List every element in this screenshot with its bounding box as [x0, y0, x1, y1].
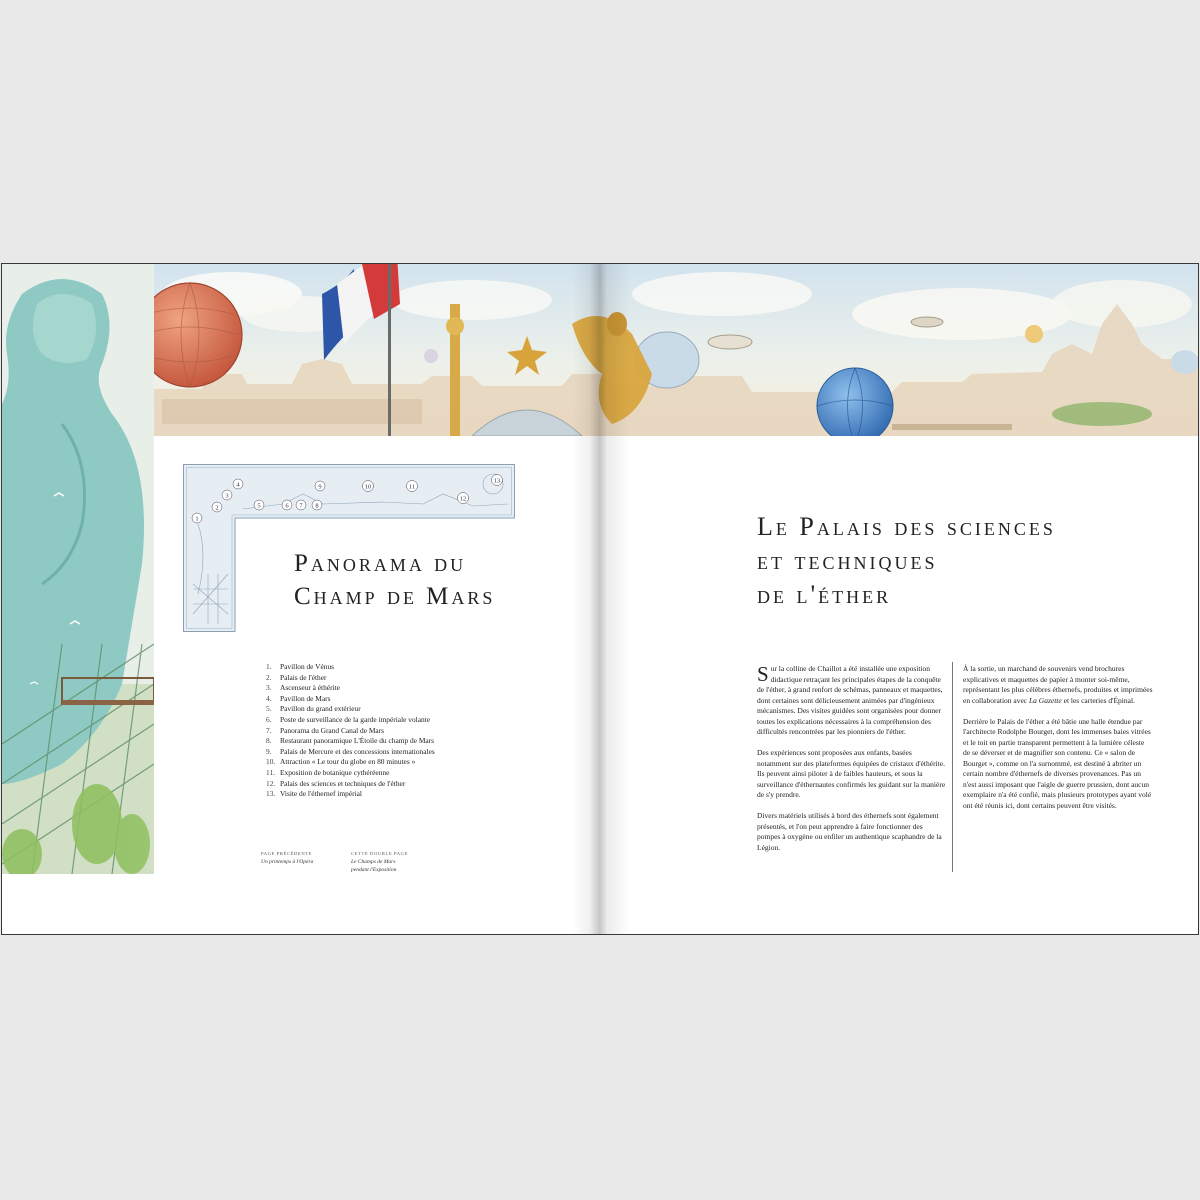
key-map-number: 10 [364, 483, 372, 491]
legend-number: 6. [266, 714, 272, 724]
legend-number: 12. [266, 778, 276, 788]
current-spread-title-line: pendant l'Exposition [351, 867, 397, 873]
legend-number: 1. [266, 662, 272, 671]
legend-label: Ascenseur à éthérite [280, 683, 340, 693]
paragraph: Derrière le Palais de l'éther a été bâtie une halle étendue par l'architecte Rodolphe Bourget, dont les immenses baies vitrées et le toit en partie transparent permettent à la lumière céleste de se déverser et de magnifier son contenu. Ce « salon de Bourget », comme on l'a surnommé, est destiné à abriter un certain nombre d'éthernefs de diverses provenances. Pas un n'est aussi imposant que l'aigle de guerre prussien, dont aucun exemplaire n'a été confié, mais plusieurs prototypes ayant volé ont été réunis ici, dont certains peuvent être visités. [963, 716, 1152, 810]
key-map-number: 11 [408, 483, 416, 491]
legend-label: Attraction « Le tour du globe en 80 minutes » [280, 757, 416, 767]
legend-label: Poste de surveillance de la garde impériale volante [280, 714, 431, 724]
legend-item [266, 779, 516, 790]
previous-page-title: Un printemps à l'Opéra [261, 859, 314, 865]
paragraph-text: ur la colline de Chaillot a été installée une exposition didactique retraçant les principales étapes de la conquête de l'éther, à grand renfort de schémas, panneaux et maquettes, dont certaines sont délicieusement animées par d'ingénieux mécanismes. Des visites guidées sont organisées pour donner toutes les explications nécessaires à la compréhension des difficultés rencontrées par les pionniers de l'éther. [757, 664, 943, 736]
current-spread-credit [351, 850, 408, 874]
left-title-line: Champ de Mars [294, 583, 496, 610]
previous-page-label: PAGE PRÉCÉDENTE [261, 851, 313, 856]
legend-number: 11. [266, 767, 275, 777]
legend-number: 8. [266, 736, 272, 746]
legend-item [266, 757, 516, 768]
legend-item [266, 662, 516, 673]
key-map-number: 1 [195, 515, 199, 523]
key-map-number: 3 [225, 492, 229, 500]
legend-item [266, 736, 516, 747]
legend-label: Pavillon de Vénus [280, 662, 335, 671]
paragraph: Divers matériels utilisés à bord des éthernefs sont également présentés, et l'on peut apprendre à faire fonctionner des pompes à oxygène ou enfiler un authentique scaphandre de la Légion. [757, 811, 942, 852]
legend-item [266, 715, 516, 726]
right-page-title [757, 510, 1187, 612]
left-title-line: Panorama du [294, 550, 467, 577]
panorama-illustration [2, 264, 1199, 436]
statue-illustration [2, 264, 154, 874]
key-map-number: 8 [315, 502, 319, 510]
paragraph [963, 664, 1153, 706]
legend-number: 3. [266, 683, 272, 693]
previous-page-credit [261, 850, 313, 866]
key-map-number: 4 [236, 481, 240, 489]
right-title-line: et techniques [757, 546, 938, 575]
key-map-number: 7 [299, 502, 303, 510]
key-map-number: 12 [459, 495, 467, 503]
legend-item [266, 704, 516, 715]
legend-label: Panorama du Grand Canal de Mars [280, 725, 385, 735]
paragraph-text: À la sortie, un marchand de souvenirs vend brochures explicatives et maquettes de papier à monter soi-même, représentant les plus célèbres éthernefs, produites et imprimées en collaboration avec [963, 664, 1153, 705]
key-map-number: 6 [285, 502, 289, 510]
legend-label: Palais de Mercure et des concessions internationales [280, 746, 435, 756]
legend-number: 4. [266, 693, 272, 703]
book-spread [1, 263, 1199, 935]
paragraph [757, 664, 947, 738]
legend-number: 7. [266, 725, 272, 735]
legend-item [266, 726, 516, 737]
legend-item [266, 694, 516, 705]
paragraph: Des expériences sont proposées aux enfants, basées notamment sur des plateformes équipées de cristaux d'éthérite. Ils peuvent ainsi piloter à de faibles hauteurs, et sous la surveillance d'éthernautes confirmés les guidant sur la manière de s'y prendre. [757, 748, 946, 799]
legend-label: Palais de l'éther [280, 672, 327, 682]
body-column-right [963, 664, 1153, 822]
drop-cap: S [757, 662, 769, 686]
current-spread-title-line: Le Champs de Mars [351, 859, 396, 865]
key-map-number: 9 [318, 483, 322, 491]
legend-label: Pavillon de Mars [280, 693, 331, 703]
map-legend-list [266, 662, 516, 800]
legend-item [266, 789, 516, 800]
column-divider [952, 662, 953, 872]
legend-item [266, 768, 516, 779]
legend-label: Pavillon du grand extérieur [280, 704, 361, 714]
legend-number: 2. [266, 672, 272, 682]
legend-item [266, 747, 516, 758]
right-title-line: de l'éther [757, 580, 892, 609]
legend-number: 10. [266, 757, 276, 767]
legend-label: Restaurant panoramique L'Étoile du champ de Mars [280, 736, 435, 746]
legend-label: Palais des sciences et techniques de l'éther [280, 778, 406, 788]
legend-item [266, 673, 516, 684]
key-map-number: 13 [493, 477, 501, 485]
paragraph-text: et les carteries d'Épinal. [1061, 695, 1135, 705]
current-spread-label: CETTE DOUBLE PAGE [351, 851, 408, 856]
legend-number: 13. [266, 789, 276, 799]
legend-label: Visite de l'éthernef impérial [280, 789, 362, 799]
key-map-number: 5 [257, 502, 261, 510]
body-column-left [757, 664, 947, 864]
legend-label: Exposition de botanique cythéréenne [280, 767, 390, 777]
key-map-number: 2 [215, 504, 219, 512]
legend-number: 5. [266, 704, 272, 714]
left-page-title [294, 547, 574, 613]
legend-number: 9. [266, 746, 272, 756]
italic-title: La Gazette [1029, 695, 1062, 705]
legend-item [266, 683, 516, 694]
right-title-line: Le Palais des sciences [757, 512, 1056, 541]
